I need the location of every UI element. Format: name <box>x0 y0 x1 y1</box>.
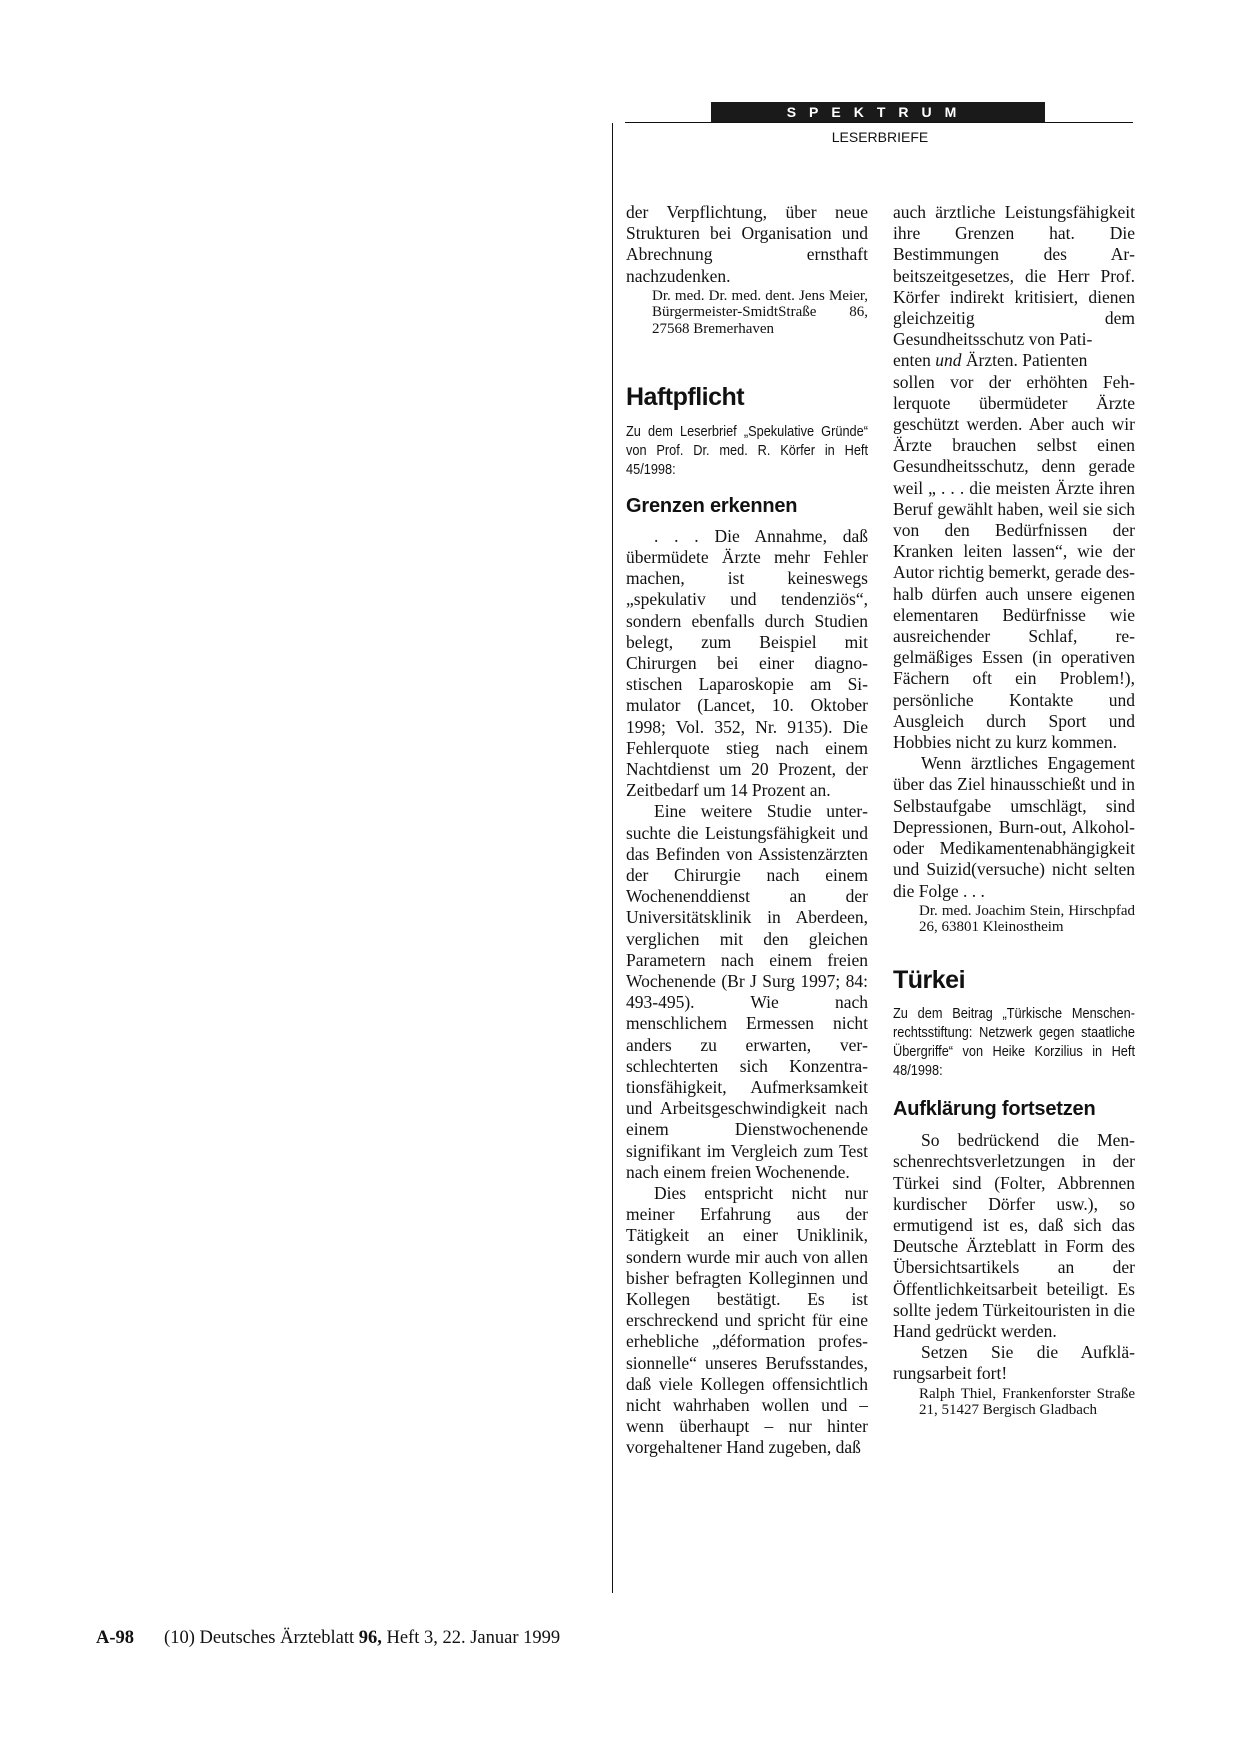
column-left <box>626 202 868 1459</box>
paragraph: Wenn ärztliches Engagement über das Ziel hinausschießt und in Selbstaufgabe umschlägt, sind Depressionen, Burn-out, Alkohol- oder Medikamentenabhängigkeit und Suizid(versuche) nicht selten die Folge . . . <box>893 753 1135 901</box>
subsection-label: LESERBRIEFE <box>831 129 929 145</box>
continued-text: sollen vor der erhöhten Fehlerquote übermüdeter Ärzte geschützt werden. Aber auch wir Ärzte brauchen selbst einen Gesundheitsschutz, denn gerade weil „ . . . die meisten Ärzte ihren Beruf gewählt haben, weil sie sich von den Bedürfnissen der Kranken leiten lassen“, wie der Autor richtig bemerkt, gerade deshalb dürfen auch unsere eigenen elementaren Bedürfnisse wie ausreichender Schlaf, regelmäßiges Essen (in operativen Fächern oft ein Problem!), persönliche Kontakte und Ausgleich durch Sport und Hobbies nicht zu kurz kommen. <box>893 371 1135 753</box>
journal-citation: (10) Deutsches Ärzteblatt 96, Heft 3, 22. Januar 1999 <box>164 1628 561 1648</box>
paragraph: Eine weitere Studie untersuchte die Leistungsfähigkeit und das Befinden von Assistenzärzten der Chirurgie nach einem Wochenenddienst an der Universitätsklinik in Aberdeen, verglichen mit den gleichen Parametern nach einem freien Wochenende (Br J Surg 1997; 84: 493-495). Wie nach menschlichem Ermessen nicht anders zu erwarten, verschlechterten sich Konzentrationsfähigkeit, Aufmerksamkeit und Arbeitsgeschwindigkeit nach einem Dienstwochenende signifikant im Vergleich zum Test nach einem freien Wochenende. <box>626 801 868 1182</box>
paragraph: Dies entspricht nicht nur meiner Erfahrung aus der Tätigkeit an einer Uniklinik, sondern wurde mir auch von allen bisher befragten Kolleginnen und Kollegen bestätigt. Es ist erschreckend und spricht für eine erhebliche „déformation professionnelle“ unseres Berufsstandes, daß viele Kollegen offensichtlich nicht wahrhaben wollen und – wenn überhaupt – nur hinter vorgehaltener Hand zugeben, daß <box>626 1183 868 1458</box>
letter-title-grenzen: Grenzen erkennen <box>626 494 798 517</box>
letter-intro-tuerkei: Zu dem Beitrag „Türkische Menschenrechtsstiftung: Netzwerk gegen staatliche Übergriffe“ von Heike Korzilius in Heft 48/1998: <box>893 1005 1135 1079</box>
column-right <box>893 202 1135 1419</box>
column-rule <box>612 123 613 1593</box>
paragraph: Setzen Sie die Aufklärungsarbeit fort! <box>893 1342 1135 1384</box>
continued-text: der Verpflichtung, über neue Strukturen bei Organisation und Abrechnung ernsthaft nachzudenken. <box>626 202 868 286</box>
letter-signature-thiel: Ralph Thiel, Frankenforster Straße 21, 51427 Bergisch Gladbach <box>919 1385 1135 1419</box>
paragraph: So bedrückend die Menschenrechtsverletzungen in der Türkei sind (Folter, Abbrennen kurdischer Dörfer usw.), so ermutigend ist es, daß sich das Deutsche Ärzteblatt in Form des Übersichtsartikels an der Öffentlichkeitsarbeit beteiligt. Es sollte jedem Türkeitouristen in die Hand gedrückt werden. <box>893 1130 1135 1341</box>
letter-intro-haftpflicht: Zu dem Leserbrief „Spekulative Gründe“ von Prof. Dr. med. R. Körfer in Heft 45/1998: <box>626 423 868 478</box>
section-title-haftpflicht: Haftpflicht <box>626 383 745 412</box>
paragraph: . . . Die Annahme, daß übermüdete Ärzte mehr Fehler machen, ist keineswegs „spekulativ und tendenziös“, sondern ebenfalls durch Studien belegt, zum Beispiel mit Chirurgen bei einer diagnostischen Laparoskopie am Simulator (Lancet, 10. Oktober 1998; Vol. 352, Nr. 9135). Die Fehlerquote stieg nach einem Nachtdienst um 20 Prozent, der Zeitbedarf um 14 Prozent an. <box>626 525 868 801</box>
header-rule <box>625 122 1133 123</box>
continued-text: auch ärztliche Leistungsfähigkeit ihre Grenzen hat. Die Bestimmungen des Arbeitszeitgesetzes, die Herr Prof. Körfer indirekt kritisiert, dienen gleichzeitig dem Gesundheitsschutz von Pati- <box>893 202 1135 350</box>
text-line: enten und Ärzten. Patienten <box>893 350 1088 371</box>
letter-signature-stein: Dr. med. Joachim Stein, Hirschpfad 26, 63801 Kleinostheim <box>919 902 1135 936</box>
letter-signature-meier: Dr. med. Dr. med. dent. Jens Meier, Bürgermeister-SmidtStraße 86, 27568 Bremerhaven <box>652 287 868 337</box>
page-footer <box>96 1628 560 1649</box>
section-title-tuerkei: Türkei <box>893 965 966 994</box>
section-header-spektrum: SPEKTRUM <box>711 102 1045 122</box>
page-code: A-98 <box>96 1628 135 1648</box>
letter-title-aufklaerung: Aufklärung fortsetzen <box>893 1097 1096 1120</box>
